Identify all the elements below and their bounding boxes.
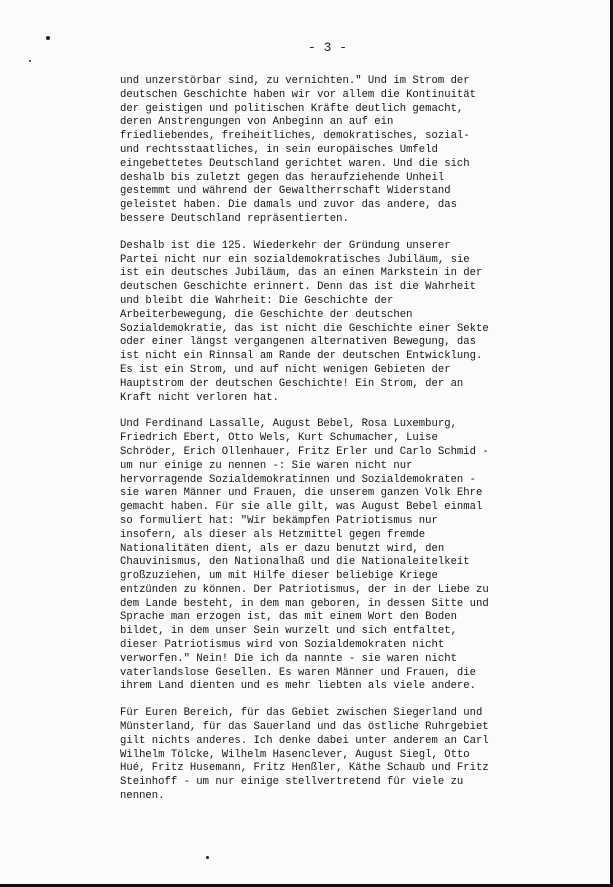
text-line: bildet, in dem unser Sein wurzelt und sich entfaltet, (120, 625, 457, 638)
text-line: gestemmt und während der Gewaltherrschaft Widerstand (120, 185, 451, 198)
text-line: Hué, Fritz Husemann, Fritz Henßler, Käthe Schaub und Fritz (120, 762, 489, 775)
text-line: Münsterland, für das Sauerland und das östliche Ruhrgebiet (120, 721, 489, 734)
text-line: sie waren Männer und Frauen, die unserem ganzen Volk Ehre (120, 487, 483, 500)
scan-speck (206, 856, 209, 859)
text-line: Schröder, Erich Ollenhauer, Fritz Erler und Carlo Schmid - (120, 445, 489, 458)
text-line: gilt nichts anderes. Ich denke dabei unter anderem an Carl (120, 734, 489, 747)
text-line: gemacht haben. Für sie alle gilt, was August Bebel einmal (120, 501, 483, 514)
text-line: der geistigen und politischen Kräfte deutlich gemacht, (120, 102, 464, 115)
scan-speck (29, 60, 31, 62)
text-line: Partei nicht nur ein sozialdemokratisches Jubiläum, sie (120, 253, 470, 266)
text-line: und bleibt die Wahrheit: Die Geschichte der (120, 294, 394, 307)
text-line: Friedrich Ebert, Otto Wels, Kurt Schumacher, Luise (120, 432, 438, 445)
text-line: verworfen." Nein! Die ich da nannte - sie waren nicht (120, 652, 457, 665)
text-line: Steinhoff - um nur einige stellvertretend für viele zu (120, 776, 464, 789)
text-line: Deshalb ist die 125. Wiederkehr der Gründung unserer (120, 239, 451, 252)
scan-speck (46, 36, 50, 40)
text-line: geleistet haben. Die damals und zuvor das andere, das (120, 199, 457, 212)
text-line: Für Euren Bereich, für das Gebiet zwischen Siegerland und (120, 707, 483, 720)
page-number: - 3 - (308, 40, 348, 55)
text-line: dem Lande besteht, in dem man geboren, in dessen Sitte und (120, 597, 489, 610)
text-line: eingebettetes Deutschland gerichtet waren. Und die sich (120, 157, 470, 170)
text-line: oder einer längst vergangenen alternativen Bewegung, das (120, 336, 477, 349)
text-line: vaterlandslose Gesellen. Es waren Männer und Frauen, die (120, 666, 477, 679)
paragraph (120, 75, 540, 227)
body-text (120, 75, 540, 817)
text-line: Nationalitäten dient, als er dazu benutzt wird, den (120, 542, 445, 555)
text-line: ihrem Land dienten und es mehr liebten als viele andere. (120, 680, 477, 693)
text-line: großzuziehen, um mit Hilfe dieser beliebige Kriege (120, 570, 438, 583)
paragraph (120, 240, 540, 406)
text-line: entzünden zu können. Der Patriotismus, der in der Liebe zu (120, 583, 489, 596)
text-line: ist nicht ein Rinnsal am Rande der deutschen Entwicklung. (120, 350, 483, 363)
text-line: Arbeiterbewegung, die Geschichte der deutschen (120, 308, 413, 321)
text-line: und unzerstörbar sind, zu vernichten." Und im Strom der (120, 75, 470, 87)
text-line: Es ist ein Strom, und auf nicht wenigen Gebieten der (120, 363, 451, 376)
text-line: Sprache man erzogen ist, das mit einem Wort den Boden (120, 611, 457, 624)
text-line: ist ein deutsches Jubiläum, das an einen Markstein in der (120, 267, 483, 280)
paragraph (120, 418, 540, 694)
text-line: deutschen Geschichte haben wir vor allem die Kontinuität (120, 88, 477, 101)
paragraph (120, 707, 540, 804)
text-line: um nur einige zu nennen -: Sie waren nicht nur (120, 459, 413, 472)
text-line: Sozialdemokratie, das ist nicht die Geschichte einer Sekte (120, 322, 489, 335)
text-line: friedliebendes, freiheitliches, demokratisches, sozial- (120, 130, 470, 143)
text-line: Wilhelm Tölcke, Wilhelm Hasenclever, August Siegl, Otto (120, 748, 470, 761)
text-line: nennen. (120, 790, 165, 803)
text-line: bessere Deutschland repräsentierten. (120, 212, 349, 225)
text-line: deren Anstrengungen von Anbeginn an auf ein (120, 116, 394, 129)
text-line: Kraft nicht verloren hat. (120, 391, 279, 404)
text-line: so formuliert hat: "Wir bekämpfen Patriotismus nur (120, 514, 438, 527)
text-line: und rechtsstaatliches, in sein europäisches Umfeld (120, 143, 438, 156)
text-line: dieser Patriotismus wird von Sozialdemokraten nicht (120, 639, 445, 652)
text-line: deutschen Geschichte erinnert. Denn das ist die Wahrheit (120, 281, 477, 294)
text-line: deshalb bis zuletzt gegen das heraufziehende Unheil (120, 171, 445, 184)
text-line: Und Ferdinand Lassalle, August Bebel, Rosa Luxemburg, (120, 418, 457, 431)
text-line: Chauvinismus, den Nationalhaß und die Nationaleitelkeit (120, 556, 470, 569)
text-line: hervorragende Sozialdemokratinnen und Sozialdemokraten - (120, 473, 477, 486)
text-line: Hauptstrom der deutschen Geschichte! Ein Strom, der an (120, 377, 464, 390)
text-line: insofern, als dieser als Hetzmittel gegen fremde (120, 528, 426, 541)
